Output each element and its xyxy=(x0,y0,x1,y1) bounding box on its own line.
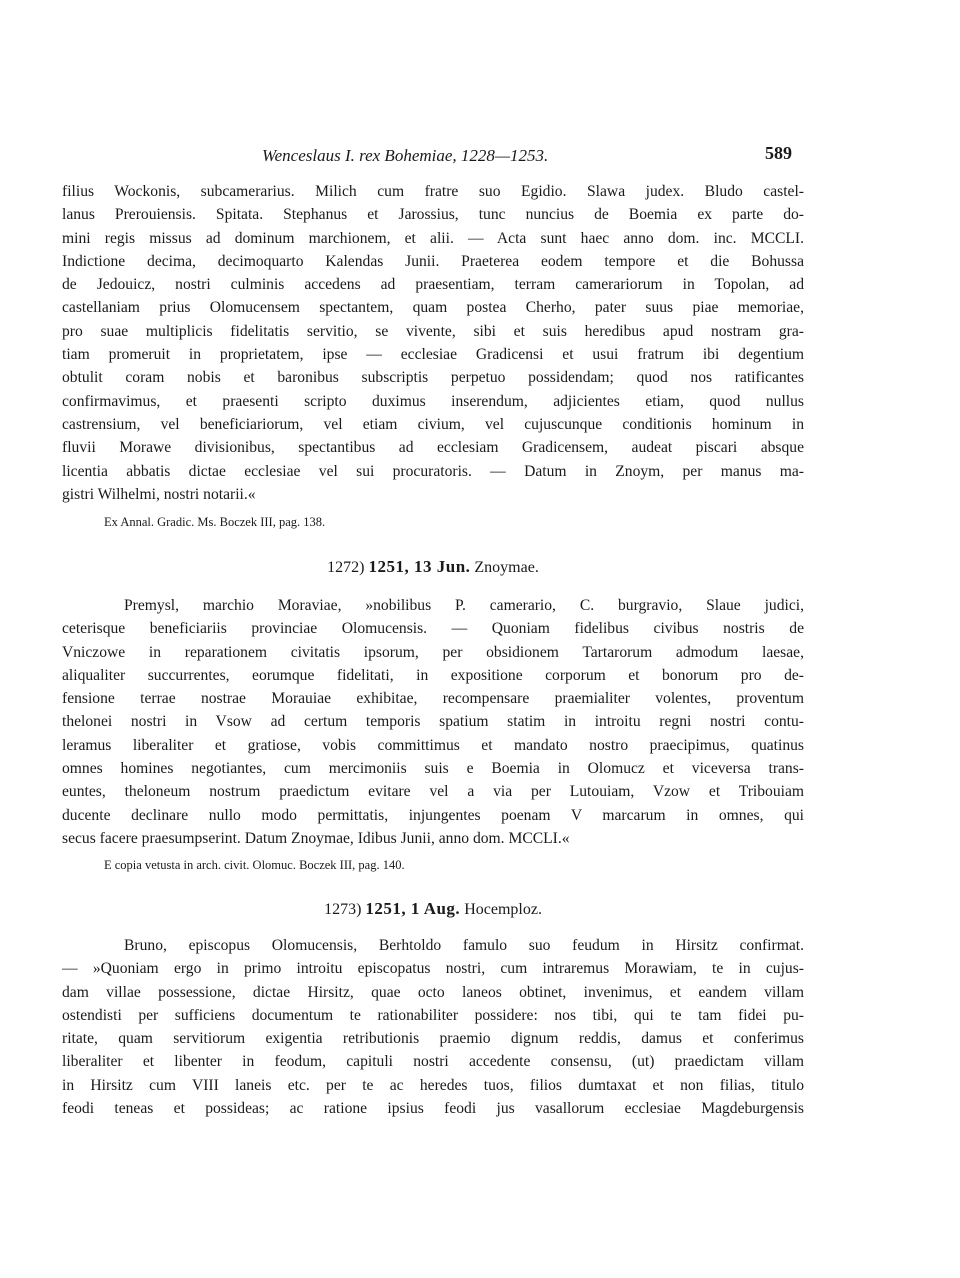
document-date: 1251, 1 Aug. xyxy=(365,899,461,918)
text-line: lanus Prerouiensis. Spitata. Stephanus et Jarossius, tunc nuncius de Boemia ex parte do- xyxy=(62,206,804,224)
document-page xyxy=(62,0,804,1278)
document-number: 1272) xyxy=(327,559,365,576)
text-line: euntes, theloneum nostrum praedictum evitare vel a via per Lutouiam, Vzow et Tribouiam xyxy=(62,783,804,801)
text-line: ostendisti per sufficiens documentum te rationabiliter possidere: nos tibi, qui te tam fidei pu- xyxy=(62,1006,804,1024)
source-citation: E copia vetusta in arch. civit. Olomuc. Boczek III, pag. 140. xyxy=(104,858,405,872)
document-heading-1273 xyxy=(62,899,804,919)
document-date: 1251, 13 Jun. xyxy=(368,557,471,576)
page-number: 589 xyxy=(765,143,792,163)
text-line: — »Quoniam ergo in primo introitu episcopatus nostri, cum intraremus Morawiam, te in cujus- xyxy=(62,960,804,978)
text-line: confirmavimus, et praesenti scripto duximus inserendum, adjicientes etiam, quod nullus xyxy=(62,392,804,410)
text-line: ducente declinare nullo modo permittatis, injungentes poenam V marcarum in omnes, qui xyxy=(62,806,804,824)
text-line: mini regis missus ad dominum marchionem, et alii. — Acta sunt haec anno dom. inc. MCCLI. xyxy=(62,229,804,247)
text-line: Indictione decima, decimoquarto Kalendas Junii. Praeterea eodem tempore et die Bohussa xyxy=(62,252,804,270)
charter-continuation xyxy=(62,180,804,506)
text-line: fensione terrae nostrae Morauiae exhibitae, recompensare praemialiter volentes, proventum xyxy=(62,690,804,708)
running-title: Wenceslaus I. rex Bohemiae, 1228—1253. xyxy=(262,146,549,165)
text-line: Vniczowe in reparationem civitatis ipsorum, per obsidionem Tartarorum admodum laesae, xyxy=(62,643,804,661)
text-line: aliqualiter succurrentes, eorumque fidelitati, in expositione corporum et bonorum pro de- xyxy=(62,666,804,684)
text-line: omnes homines negotiantes, cum mercimoniis suis e Boemia in Olomucz et viceversa trans- xyxy=(62,760,804,778)
text-line: de Jedouicz, nostri culminis accedens ad praesentiam, terram camerariorum in Topolan, ad xyxy=(62,276,804,294)
text-line: Premysl, marchio Moraviae, »nobilibus P. camerario, C. burgravio, Slaue judici, xyxy=(124,597,804,614)
text-line: ceterisque beneficiariis provinciae Olomucensis. — Quoniam fidelibus civibus nostris de xyxy=(62,620,804,638)
document-place: Znoymae. xyxy=(474,559,539,576)
text-line: gistri Wilhelmi, nostri notarii.« xyxy=(62,485,256,503)
document-place: Hocemploz. xyxy=(464,901,542,918)
source-citation: Ex Annal. Gradic. Ms. Boczek III, pag. 138. xyxy=(104,515,326,529)
text-line: castrensium, vel beneficiariorum, vel etiam civium, vel cujuscunque conditionis hominum in xyxy=(62,415,804,433)
document-heading-1272 xyxy=(62,557,804,577)
text-line: fluvii Morawe divisionibus, spectantibus ad ecclesiam Gradicensem, audeat piscari absque xyxy=(62,439,804,457)
text-line: liberaliter et libenter in feodum, capituli nostri accedente consensu, (ut) praedictam villam xyxy=(62,1053,804,1071)
text-line: leramus liberaliter et gratiose, vobis committimus et mandato nostro praecipimus, quatinus xyxy=(62,736,804,754)
text-line: dam villae possessione, dictae Hirsitz, quae octo laneos obtinet, invenimus, et eandem villam xyxy=(62,983,804,1001)
text-line: ritate, quam servitiorum exigentia retributionis praemio dignum reddis, damus et conferimus xyxy=(62,1030,804,1048)
text-line: Bruno, episcopus Olomucensis, Berhtoldo famulo suo feudum in Hirsitz confirmat. xyxy=(124,937,804,954)
text-line: in Hirsitz cum VIII laneis etc. per te ac heredes tuos, filios dumtaxat et non filias, titulo xyxy=(62,1076,804,1094)
text-line: secus facere praesumpserint. Datum Znoymae, Idibus Junii, anno dom. MCCLI.« xyxy=(62,829,570,847)
charter-1272-text xyxy=(62,594,804,850)
text-line: feodi teneas et possideas; ac ratione ipsius feodi jus vasallorum ecclesiae Magdeburgensis xyxy=(62,1100,804,1118)
document-number: 1273) xyxy=(324,901,362,918)
text-line: thelonei nostri in Vsow ad certum temporis spatium statim in introitu regni nostri contu- xyxy=(62,713,804,731)
text-line: castellaniam prius Olomucensem spectantem, quam postea Cherho, pater suus piae memoriae, xyxy=(62,299,804,317)
charter-1273-text xyxy=(62,934,804,1120)
text-line: pro suae multiplicis fidelitatis servitio, se vivente, sibi et suis heredibus apud nostram gra- xyxy=(62,322,804,340)
text-line: obtulit coram nobis et baronibus subscriptis perpetuo possidendam; quod nos ratificantes xyxy=(62,369,804,387)
running-head xyxy=(62,143,804,170)
text-line: tiam promeruit in proprietatem, ipse — ecclesiae Gradicensi et usui fratrum ibi degentium xyxy=(62,346,804,364)
text-line: filius Wockonis, subcamerarius. Milich cum fratre suo Egidio. Slawa judex. Bludo castel- xyxy=(62,183,804,200)
text-line: licentia abbatis dictae ecclesiae vel sui procuratoris. — Datum in Znoym, per manus ma- xyxy=(62,462,804,480)
